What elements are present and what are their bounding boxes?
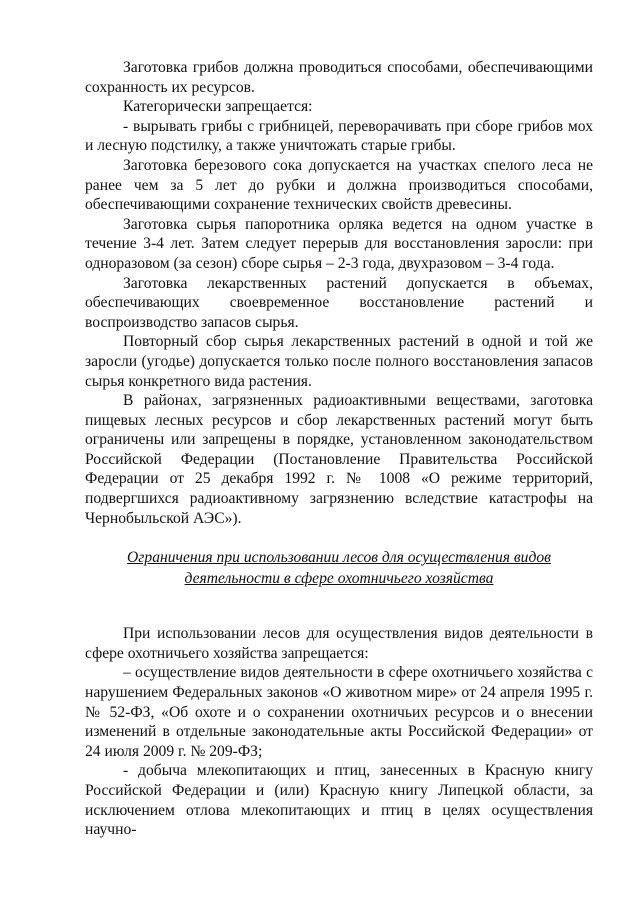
paragraph-bracken-fern: Заготовка сырья папоротника орляка ведется на одном участке в течение 3-4 лет. Затем следует перерыв для восстановления заросли: при одноразовом (за сезон) сборе сырья – 2-3 года, двухразовом – 3-4 года. <box>85 215 593 272</box>
paragraph-mushroom-harvest: Заготовка грибов должна проводиться способами, обеспечивающими сохранность их ресурсов. <box>85 59 593 96</box>
document-page <box>85 58 593 840</box>
section-heading-line-1: Ограничения при использовании лесов для осуществления видов <box>127 549 551 567</box>
section-heading-line-2: деятельности в сфере охотничьего хозяйства <box>184 570 494 588</box>
paragraph-repeat-harvest: Повторный сбор сырья лекарственных растений в одной и той же заросли (угодье) допускается только после полного восстановления запасов сырья конкретного вида растения. <box>85 333 593 390</box>
paragraph-hunting-laws: – осуществление видов деятельности в сфере охотничьего хозяйства с нарушением Федеральных законов «О животном мире» от 24 апреля 1995 г. № 52-ФЗ, «Об охоте и о сохранении охотничьих ресурсов и о внесении изменений в отдельные законодательные акты Российской Федерации» от 24 июля 2009 г. № 209-ФЗ; <box>85 664 593 760</box>
paragraph-mushroom-prohibition: - вырывать грибы с грибницей, переворачивать при сборе грибов мох и лесную подстилку, а также уничтожать старые грибы. <box>85 117 593 155</box>
paragraph-medicinal-plants: Заготовка лекарственных растений допускается в объемах, обеспечивающих своевременное восстановление растений и воспроизводство запасов сырья. <box>85 274 593 331</box>
paragraph-hunting-intro: При использовании лесов для осуществления видов деятельности в сфере охотничьего хозяйства запрещается: <box>85 625 593 662</box>
paragraph-red-book: - добыча млекопитающих и птиц, занесенных в Красную книгу Российской Федерации и (или) Красную книгу Липецкой области, за исключением отлова млекопитающих и птиц в целях осуществления научно- <box>85 762 593 839</box>
paragraph-prohibited-heading: Категорически запрещается: <box>123 98 313 116</box>
paragraph-birch-sap: Заготовка березового сока допускается на участках спелого леса не ранее чем за 5 лет до рубки и должна производиться способами, обеспечивающими сохранение технических свойств древесины. <box>85 156 593 214</box>
section-heading <box>85 547 593 589</box>
paragraph-radioactive-areas: В районах, загрязненных радиоактивными веществами, заготовка пищевых лесных ресурсов и сбор лекарственных растений могут быть ограничены или запрещены в порядке, установленном законодательством Российской Федерации (Постановление Правительства Российской Федерации от 25 декабря 1992 г. № 1008 «О режиме территорий, подвергшихся радиоактивному загрязнению вследствие катастрофы на Чернобыльской АЭС»). <box>85 392 593 527</box>
